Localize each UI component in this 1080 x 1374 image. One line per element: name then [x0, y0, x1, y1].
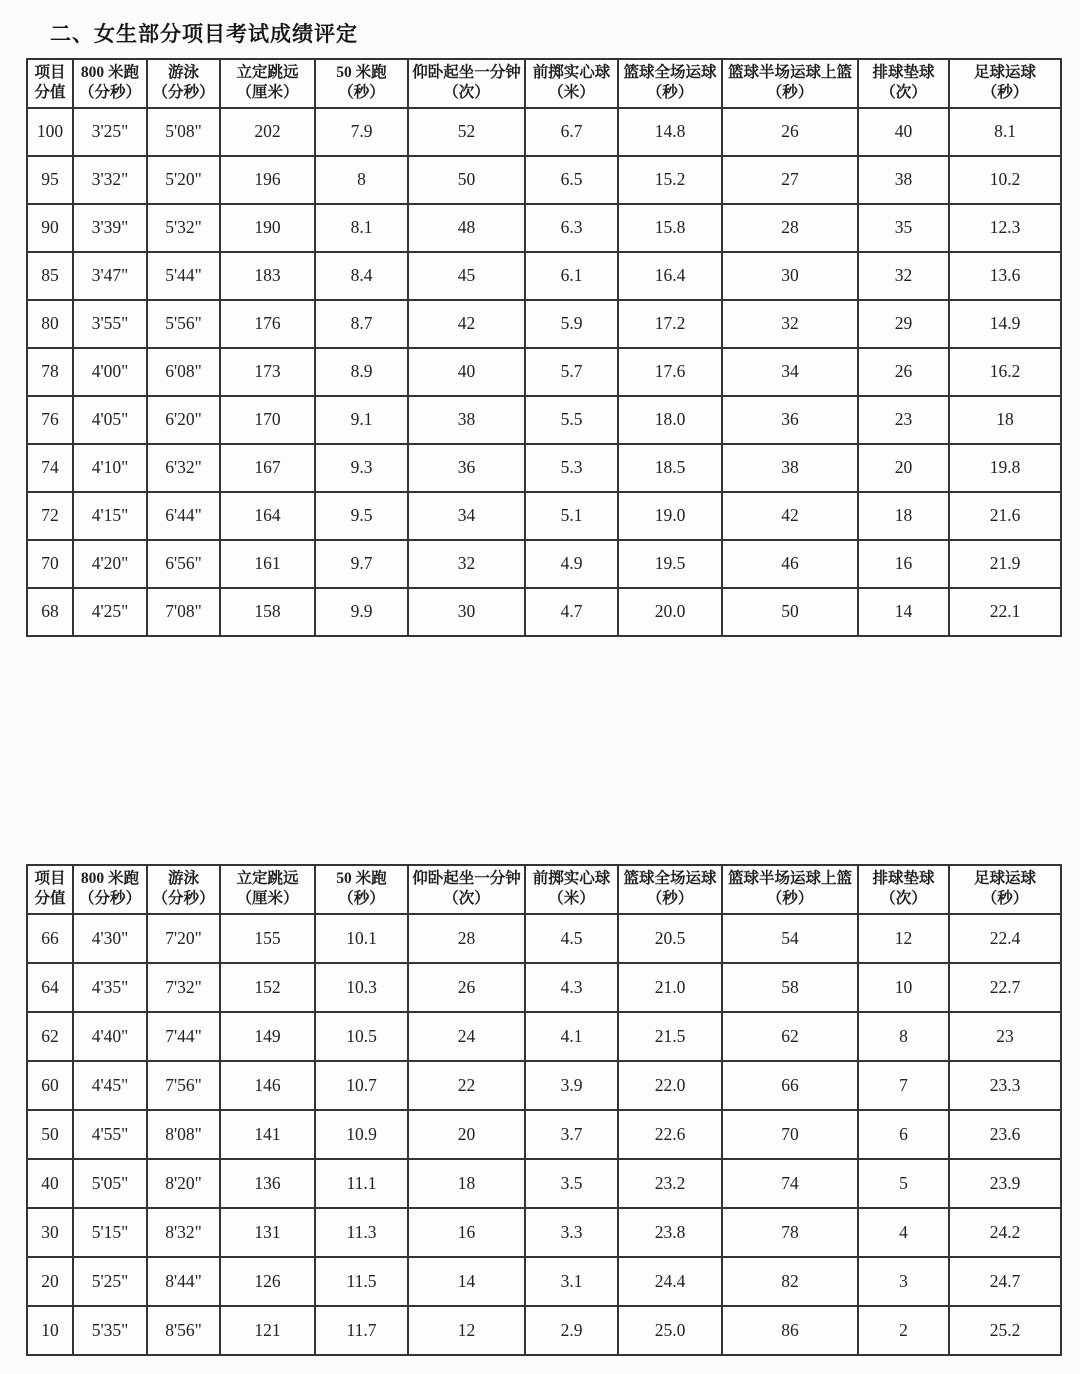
table-cell: 26 — [722, 108, 858, 156]
table-cell: 35 — [858, 204, 949, 252]
table-cell: 12 — [408, 1306, 525, 1355]
table-cell: 14 — [858, 588, 949, 636]
table-cell: 8'32" — [147, 1208, 220, 1257]
table-cell: 8 — [315, 156, 408, 204]
column-header-4: 50 米跑 （秒） — [315, 865, 408, 914]
table-cell: 167 — [220, 444, 315, 492]
table-cell: 4'05" — [73, 396, 147, 444]
table-cell: 11.5 — [315, 1257, 408, 1306]
table-cell: 20 — [408, 1110, 525, 1159]
table-cell: 42 — [408, 300, 525, 348]
table-cell: 20 — [858, 444, 949, 492]
table-cell: 4.1 — [525, 1012, 618, 1061]
table-row — [27, 1012, 1061, 1061]
table-cell: 5'56" — [147, 300, 220, 348]
table-cell: 8.4 — [315, 252, 408, 300]
table-cell: 30 — [722, 252, 858, 300]
table-cell: 6.7 — [525, 108, 618, 156]
table-row — [27, 444, 1061, 492]
table-cell: 4.7 — [525, 588, 618, 636]
table-cell: 10 — [858, 963, 949, 1012]
table-cell: 14.8 — [618, 108, 722, 156]
column-header-1: 800 米跑 （分秒） — [73, 59, 147, 108]
table-cell: 4'35" — [73, 963, 147, 1012]
table-cell: 16.2 — [949, 348, 1061, 396]
table-row — [27, 1159, 1061, 1208]
table-cell: 6.3 — [525, 204, 618, 252]
table-cell: 8.1 — [315, 204, 408, 252]
table-cell: 15.8 — [618, 204, 722, 252]
header-row — [27, 865, 1061, 914]
table-cell: 5'25" — [73, 1257, 147, 1306]
table-cell: 19.5 — [618, 540, 722, 588]
table-row — [27, 1306, 1061, 1355]
table-cell: 8'56" — [147, 1306, 220, 1355]
table-cell: 26 — [858, 348, 949, 396]
table-row — [27, 204, 1061, 252]
table-cell: 66 — [722, 1061, 858, 1110]
table-cell: 50 — [722, 588, 858, 636]
table-cell: 4'40" — [73, 1012, 147, 1061]
column-header-2: 游泳 （分秒） — [147, 865, 220, 914]
table-cell: 176 — [220, 300, 315, 348]
table-cell: 10.5 — [315, 1012, 408, 1061]
table-cell: 5'05" — [73, 1159, 147, 1208]
table-cell: 5'44" — [147, 252, 220, 300]
table-cell: 40 — [27, 1159, 73, 1208]
table-cell: 23.6 — [949, 1110, 1061, 1159]
column-header-8: 篮球半场运球上篮 （秒） — [722, 865, 858, 914]
table-cell: 126 — [220, 1257, 315, 1306]
table-cell: 158 — [220, 588, 315, 636]
table-cell: 38 — [408, 396, 525, 444]
table-cell: 82 — [722, 1257, 858, 1306]
table-cell: 4'25" — [73, 588, 147, 636]
table-cell: 40 — [408, 348, 525, 396]
table-cell: 21.9 — [949, 540, 1061, 588]
table-cell: 46 — [722, 540, 858, 588]
table-row — [27, 914, 1061, 963]
table-cell: 48 — [408, 204, 525, 252]
table-cell: 22.0 — [618, 1061, 722, 1110]
table-cell: 10 — [27, 1306, 73, 1355]
table-cell: 4'20" — [73, 540, 147, 588]
table-cell: 6'20" — [147, 396, 220, 444]
table-cell: 4'00" — [73, 348, 147, 396]
page-title: 二、女生部分项目考试成绩评定 — [50, 22, 358, 46]
table-row — [27, 396, 1061, 444]
table-cell: 6'44" — [147, 492, 220, 540]
table-cell: 64 — [27, 963, 73, 1012]
table-cell: 5.5 — [525, 396, 618, 444]
table-cell: 28 — [722, 204, 858, 252]
column-header-10: 足球运球 （秒） — [949, 865, 1061, 914]
table-cell: 5'15" — [73, 1208, 147, 1257]
table-cell: 190 — [220, 204, 315, 252]
column-header-3: 立定跳远 （厘米） — [220, 59, 315, 108]
table-cell: 146 — [220, 1061, 315, 1110]
table-cell: 23.2 — [618, 1159, 722, 1208]
table-cell: 20.5 — [618, 914, 722, 963]
table-cell: 38 — [858, 156, 949, 204]
table-cell: 27 — [722, 156, 858, 204]
table-cell: 3.1 — [525, 1257, 618, 1306]
table-cell: 90 — [27, 204, 73, 252]
column-header-1: 800 米跑 （分秒） — [73, 865, 147, 914]
table-cell: 95 — [27, 156, 73, 204]
column-header-6: 前掷实心球 （米） — [525, 865, 618, 914]
column-header-6: 前掷实心球 （米） — [525, 59, 618, 108]
table-cell: 8 — [858, 1012, 949, 1061]
table-cell: 136 — [220, 1159, 315, 1208]
table-cell: 6'56" — [147, 540, 220, 588]
table-row — [27, 588, 1061, 636]
table-cell: 3'32" — [73, 156, 147, 204]
table-row — [27, 252, 1061, 300]
table-cell: 85 — [27, 252, 73, 300]
table-cell: 8'44" — [147, 1257, 220, 1306]
table-cell: 70 — [722, 1110, 858, 1159]
column-header-0: 项目 分值 — [27, 59, 73, 108]
table-cell: 6'32" — [147, 444, 220, 492]
table-cell: 11.1 — [315, 1159, 408, 1208]
table-cell: 10.3 — [315, 963, 408, 1012]
table-cell: 7'32" — [147, 963, 220, 1012]
table-row — [27, 348, 1061, 396]
table-cell: 38 — [722, 444, 858, 492]
table-cell: 11.7 — [315, 1306, 408, 1355]
table-cell: 8.7 — [315, 300, 408, 348]
table-row — [27, 963, 1061, 1012]
table-cell: 16 — [408, 1208, 525, 1257]
table-cell: 54 — [722, 914, 858, 963]
table-cell: 3.9 — [525, 1061, 618, 1110]
table-cell: 6 — [858, 1110, 949, 1159]
table-cell: 11.3 — [315, 1208, 408, 1257]
table-cell: 18 — [408, 1159, 525, 1208]
column-header-0: 项目 分值 — [27, 865, 73, 914]
table-cell: 16.4 — [618, 252, 722, 300]
table-cell: 58 — [722, 963, 858, 1012]
table-cell: 4.9 — [525, 540, 618, 588]
table-cell: 68 — [27, 588, 73, 636]
table-cell: 23 — [858, 396, 949, 444]
table-cell: 86 — [722, 1306, 858, 1355]
column-header-5: 仰卧起坐一分钟 （次） — [408, 865, 525, 914]
table-row — [27, 156, 1061, 204]
table-cell: 12.3 — [949, 204, 1061, 252]
table-cell: 15.2 — [618, 156, 722, 204]
table-cell: 19.0 — [618, 492, 722, 540]
table-cell: 7'08" — [147, 588, 220, 636]
table-cell: 4.5 — [525, 914, 618, 963]
table-cell: 23.3 — [949, 1061, 1061, 1110]
table-cell: 80 — [27, 300, 73, 348]
table-row — [27, 492, 1061, 540]
table-cell: 18.5 — [618, 444, 722, 492]
table-cell: 66 — [27, 914, 73, 963]
table-cell: 25.0 — [618, 1306, 722, 1355]
table-cell: 74 — [27, 444, 73, 492]
table-cell: 161 — [220, 540, 315, 588]
table-cell: 34 — [722, 348, 858, 396]
table-cell: 24.7 — [949, 1257, 1061, 1306]
table-cell: 9.1 — [315, 396, 408, 444]
table-cell: 152 — [220, 963, 315, 1012]
table-cell: 196 — [220, 156, 315, 204]
table-cell: 100 — [27, 108, 73, 156]
table-cell: 7.9 — [315, 108, 408, 156]
table-row — [27, 300, 1061, 348]
table-cell: 12 — [858, 914, 949, 963]
table-cell: 2 — [858, 1306, 949, 1355]
table-cell: 72 — [27, 492, 73, 540]
table-cell: 78 — [27, 348, 73, 396]
table-cell: 155 — [220, 914, 315, 963]
table-cell: 21.0 — [618, 963, 722, 1012]
table-cell: 22.4 — [949, 914, 1061, 963]
table-cell: 3'55" — [73, 300, 147, 348]
table-cell: 7'56" — [147, 1061, 220, 1110]
table-cell: 30 — [27, 1208, 73, 1257]
table-cell: 6'08" — [147, 348, 220, 396]
table-cell: 23.8 — [618, 1208, 722, 1257]
table-cell: 6.5 — [525, 156, 618, 204]
table-cell: 36 — [722, 396, 858, 444]
table-cell: 3'39" — [73, 204, 147, 252]
table-cell: 4'45" — [73, 1061, 147, 1110]
column-header-9: 排球垫球 （次） — [858, 865, 949, 914]
table-row — [27, 1110, 1061, 1159]
column-header-2: 游泳 （分秒） — [147, 59, 220, 108]
table-cell: 10.1 — [315, 914, 408, 963]
table-cell: 4'30" — [73, 914, 147, 963]
table-cell: 24.4 — [618, 1257, 722, 1306]
score-table-lower — [26, 864, 1062, 1356]
table-cell: 21.6 — [949, 492, 1061, 540]
table-cell: 8'08" — [147, 1110, 220, 1159]
column-header-7: 篮球全场运球 （秒） — [618, 59, 722, 108]
table-cell: 13.6 — [949, 252, 1061, 300]
table-cell: 30 — [408, 588, 525, 636]
table-cell: 4'10" — [73, 444, 147, 492]
table-cell: 5.3 — [525, 444, 618, 492]
table-cell: 10.2 — [949, 156, 1061, 204]
table-cell: 3 — [858, 1257, 949, 1306]
table-cell: 18.0 — [618, 396, 722, 444]
table-row — [27, 108, 1061, 156]
table-row — [27, 1208, 1061, 1257]
column-header-3: 立定跳远 （厘米） — [220, 865, 315, 914]
table-cell: 10.9 — [315, 1110, 408, 1159]
table-cell: 5.1 — [525, 492, 618, 540]
table-cell: 5'20" — [147, 156, 220, 204]
table-cell: 32 — [722, 300, 858, 348]
table-cell: 34 — [408, 492, 525, 540]
table-cell: 4'15" — [73, 492, 147, 540]
table-cell: 22.7 — [949, 963, 1061, 1012]
table-cell: 170 — [220, 396, 315, 444]
table-row — [27, 1257, 1061, 1306]
table-cell: 7 — [858, 1061, 949, 1110]
table-cell: 164 — [220, 492, 315, 540]
table-cell: 173 — [220, 348, 315, 396]
table-cell: 9.3 — [315, 444, 408, 492]
table-cell: 62 — [722, 1012, 858, 1061]
table-cell: 183 — [220, 252, 315, 300]
table-cell: 78 — [722, 1208, 858, 1257]
table-cell: 5'35" — [73, 1306, 147, 1355]
table-cell: 9.9 — [315, 588, 408, 636]
table-cell: 141 — [220, 1110, 315, 1159]
table-cell: 3'47" — [73, 252, 147, 300]
table-cell: 7'44" — [147, 1012, 220, 1061]
table-cell: 5'32" — [147, 204, 220, 252]
table-cell: 9.7 — [315, 540, 408, 588]
table-cell: 10.7 — [315, 1061, 408, 1110]
table-cell: 23.9 — [949, 1159, 1061, 1208]
table-row — [27, 1061, 1061, 1110]
table-cell: 4.3 — [525, 963, 618, 1012]
table-row — [27, 540, 1061, 588]
table-cell: 24 — [408, 1012, 525, 1061]
column-header-8: 篮球半场运球上篮 （秒） — [722, 59, 858, 108]
table-cell: 5 — [858, 1159, 949, 1208]
table-cell: 21.5 — [618, 1012, 722, 1061]
table-cell: 2.9 — [525, 1306, 618, 1355]
table-cell: 22 — [408, 1061, 525, 1110]
table-cell: 45 — [408, 252, 525, 300]
table-cell: 149 — [220, 1012, 315, 1061]
table-cell: 17.2 — [618, 300, 722, 348]
table-cell: 23 — [949, 1012, 1061, 1061]
table-cell: 50 — [408, 156, 525, 204]
column-header-7: 篮球全场运球 （秒） — [618, 865, 722, 914]
table-cell: 7'20" — [147, 914, 220, 963]
table-cell: 36 — [408, 444, 525, 492]
table-cell: 32 — [858, 252, 949, 300]
table-cell: 20.0 — [618, 588, 722, 636]
table-cell: 14.9 — [949, 300, 1061, 348]
header-row — [27, 59, 1061, 108]
table-cell: 18 — [949, 396, 1061, 444]
table-cell: 17.6 — [618, 348, 722, 396]
table-cell: 76 — [27, 396, 73, 444]
table-cell: 3.5 — [525, 1159, 618, 1208]
table-cell: 40 — [858, 108, 949, 156]
column-header-10: 足球运球 （秒） — [949, 59, 1061, 108]
table-cell: 20 — [27, 1257, 73, 1306]
column-header-9: 排球垫球 （次） — [858, 59, 949, 108]
table-cell: 32 — [408, 540, 525, 588]
table-cell: 22.1 — [949, 588, 1061, 636]
table-cell: 52 — [408, 108, 525, 156]
table-cell: 8.9 — [315, 348, 408, 396]
table-cell: 5.9 — [525, 300, 618, 348]
table-cell: 8.1 — [949, 108, 1061, 156]
table-cell: 70 — [27, 540, 73, 588]
table-cell: 4'55" — [73, 1110, 147, 1159]
table-cell: 28 — [408, 914, 525, 963]
table-cell: 202 — [220, 108, 315, 156]
table-cell: 42 — [722, 492, 858, 540]
table-cell: 74 — [722, 1159, 858, 1208]
table-cell: 4 — [858, 1208, 949, 1257]
table-cell: 18 — [858, 492, 949, 540]
table-cell: 16 — [858, 540, 949, 588]
table-cell: 26 — [408, 963, 525, 1012]
table-cell: 60 — [27, 1061, 73, 1110]
table-cell: 3.3 — [525, 1208, 618, 1257]
score-table-upper — [26, 58, 1062, 637]
table-cell: 6.1 — [525, 252, 618, 300]
table-cell: 14 — [408, 1257, 525, 1306]
table-cell: 121 — [220, 1306, 315, 1355]
table-cell: 3.7 — [525, 1110, 618, 1159]
table-cell: 25.2 — [949, 1306, 1061, 1355]
table-cell: 5.7 — [525, 348, 618, 396]
table-cell: 8'20" — [147, 1159, 220, 1208]
table-cell: 131 — [220, 1208, 315, 1257]
table-cell: 50 — [27, 1110, 73, 1159]
column-header-5: 仰卧起坐一分钟 （次） — [408, 59, 525, 108]
table-cell: 5'08" — [147, 108, 220, 156]
table-cell: 19.8 — [949, 444, 1061, 492]
table-cell: 3'25" — [73, 108, 147, 156]
column-header-4: 50 米跑 （秒） — [315, 59, 408, 108]
table-cell: 29 — [858, 300, 949, 348]
table-cell: 24.2 — [949, 1208, 1061, 1257]
table-cell: 62 — [27, 1012, 73, 1061]
table-cell: 9.5 — [315, 492, 408, 540]
table-cell: 22.6 — [618, 1110, 722, 1159]
